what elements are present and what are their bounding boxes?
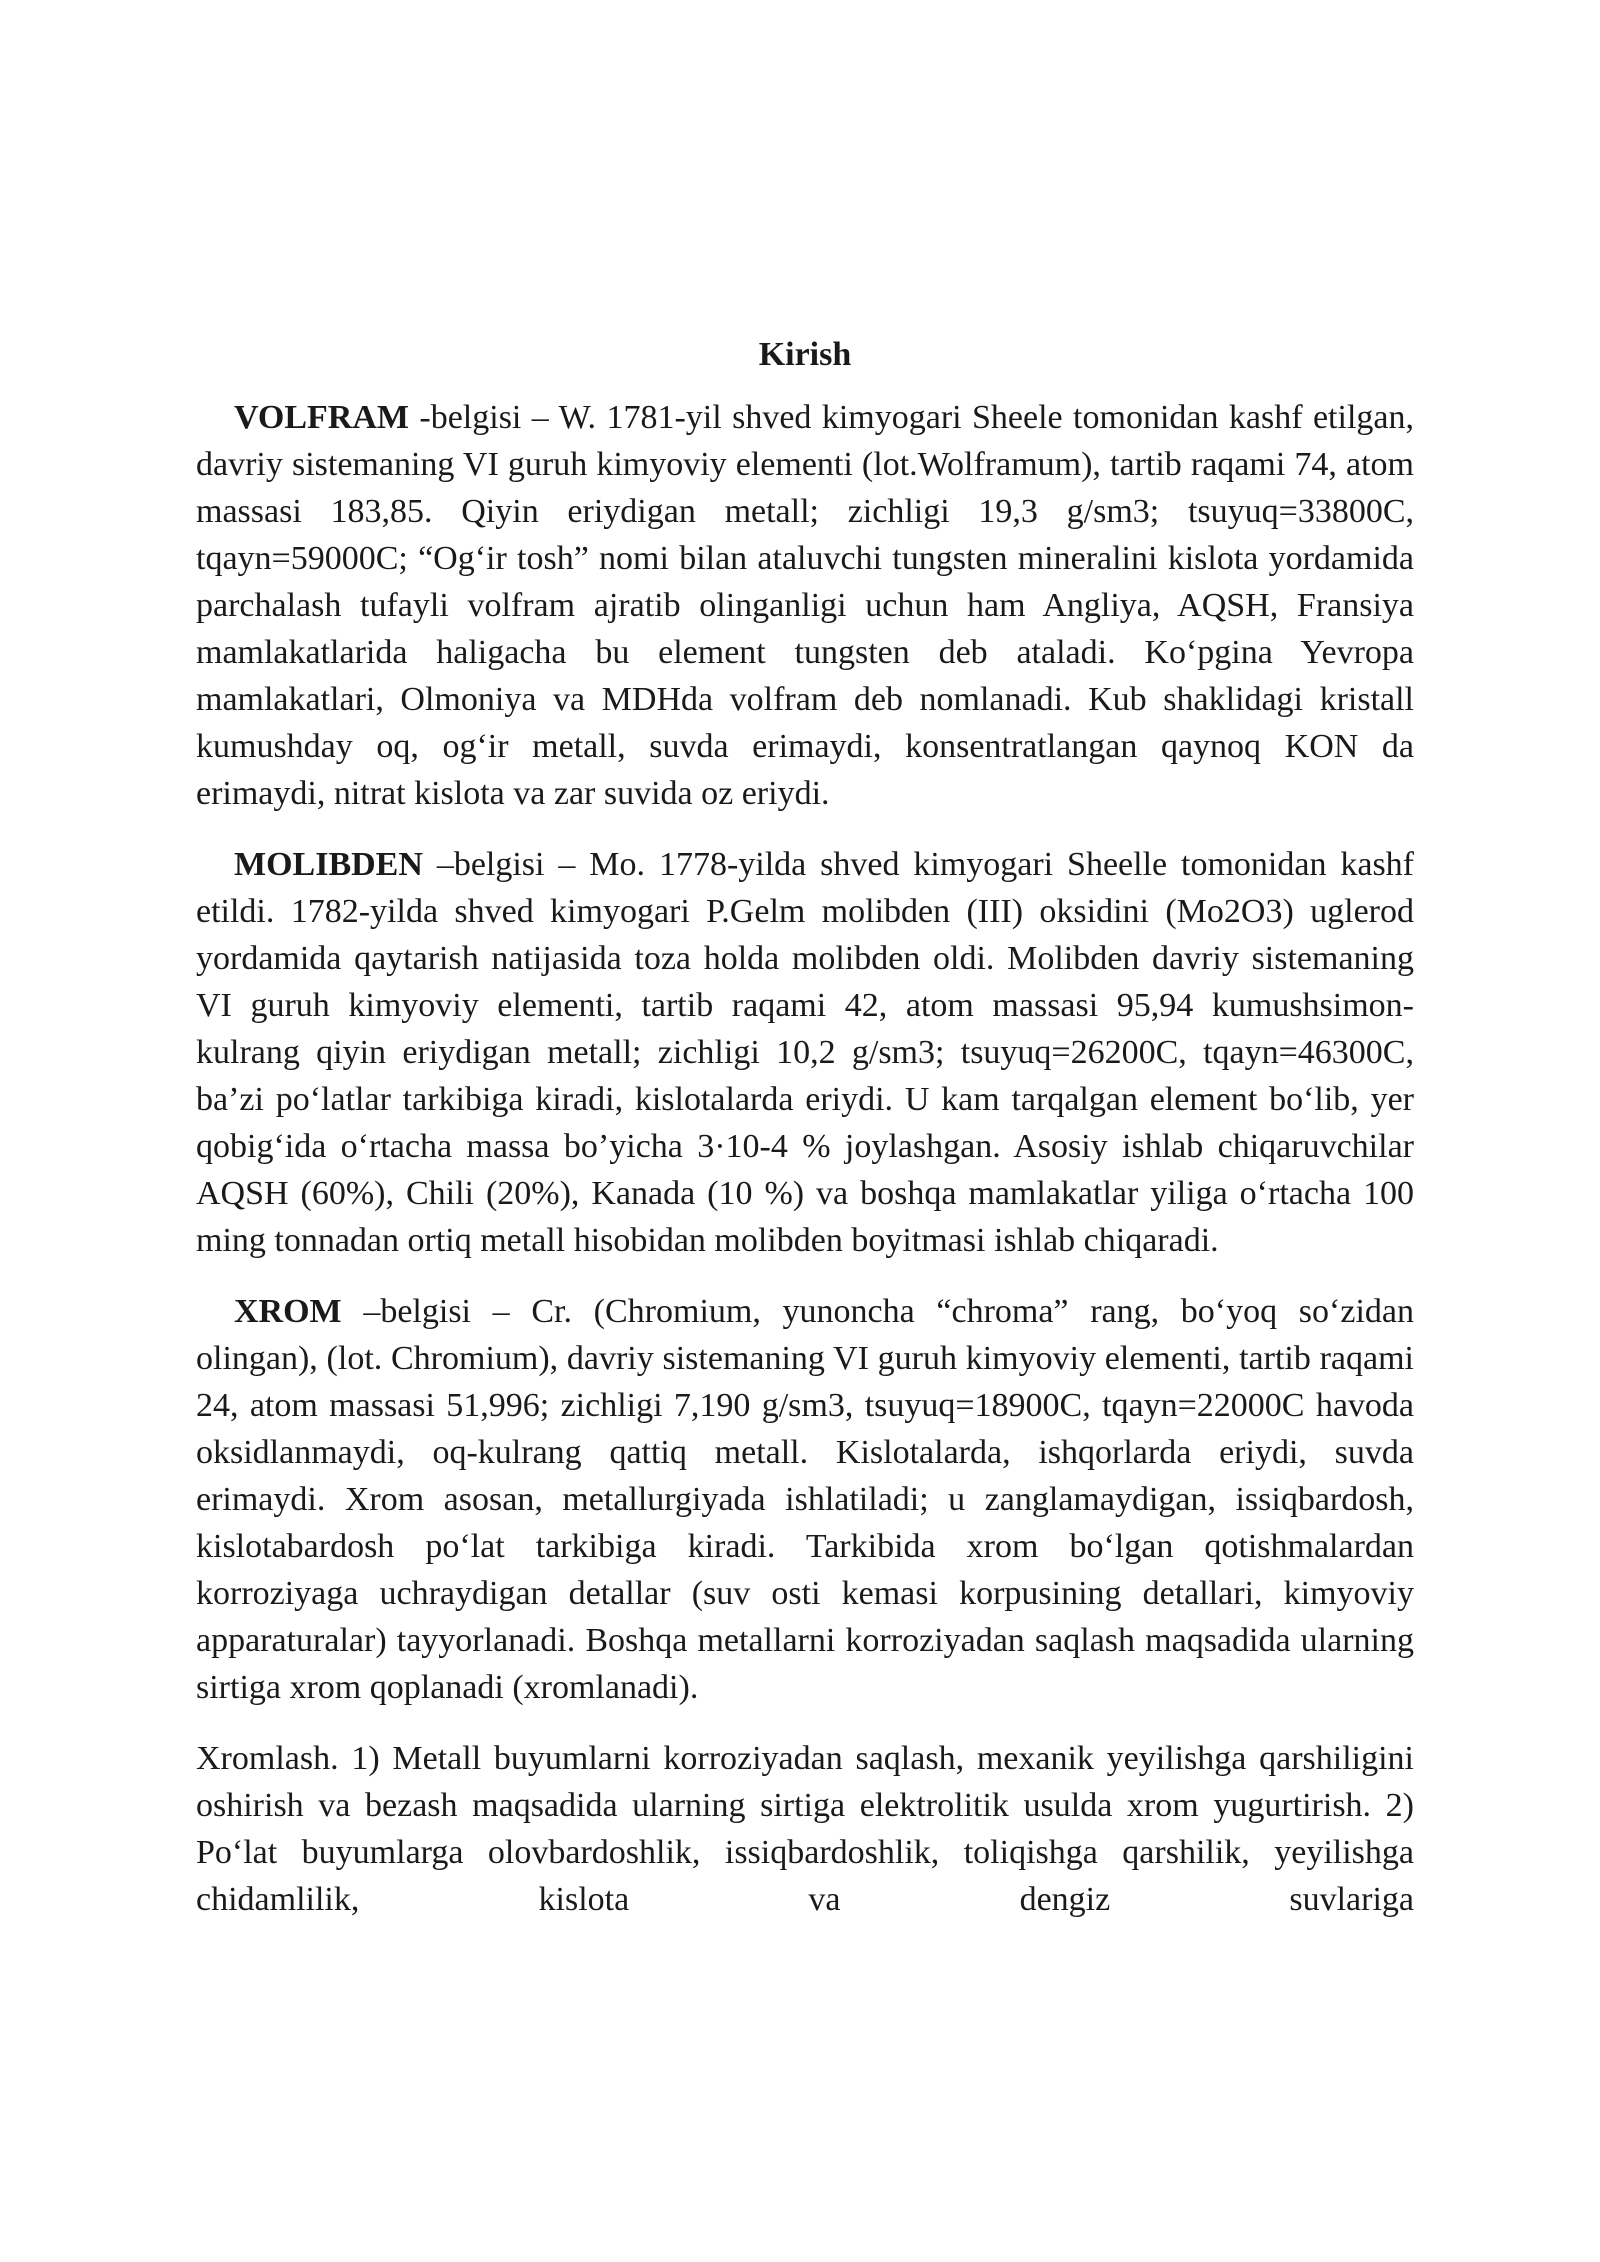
paragraph-molibden (196, 841, 1414, 1264)
paragraph-volfram (196, 394, 1414, 817)
paragraph-molibden-text: –belgisi – Mo. 1778-yilda shved kimyogari Sheelle tomonidan kashf etildi. 1782-yilda shved kimyogari P.Gelm molibden (III) oksidini (Mo2O3) uglerod yordamida qaytarish natijasida toza holda molibden oldi. Molibden davriy sistemaning VI guruh kimyoviy elementi, tartib raqami 42, atom massasi 95,94 kumushsimon-kulrang qiyin eriydigan metall; zichligi 10,2 g/sm3; tsuyuq=26200C, tqayn=46300C, ba’zi po‘latlar tarkibiga kiradi, kislotalarda eriydi. U kam tarqalgan element bo‘lib, yer qobig‘ida o‘rtacha massa bo’yicha 3·10-4 % joylashgan. Asosiy ishlab chiqaruvchilar AQSH (60%), Chili (20%), Kanada (10 %) va boshqa mamlakatlar yiliga o‘rtacha 100 ming tonnadan ortiq metall hisobidan molibden boyitmasi ishlab chiqaradi. (196, 846, 1414, 1259)
paragraph-xromlash (196, 1735, 1414, 1923)
paragraph-xrom-text: –belgisi – Cr. (Chromium, yunoncha “chroma” rang, bo‘yoq so‘zidan olingan), (lot. Chromium), davriy sistemaning VI guruh kimyoviy elementi, tartib raqami 24, atom massasi 51,996; zichligi 7,190 g/sm3, tsuyuq=18900C, tqayn=22000C havoda oksidlanmaydi, oq-kulrang qattiq metall. Kislotalarda, ishqorlarda eriydi, suvda erimaydi. Xrom asosan, metallurgiyada ishlatiladi; u zanglamaydigan, issiqbardosh, kislotabardosh po‘lat tarkibiga kiradi. Tarkibida xrom bo‘lgan qotishmalardan korroziyaga uchraydigan detallar (suv osti kemasi korpusining detallari, kimyoviy apparaturalar) tayyorlanadi. Boshqa metallarni korroziyadan saqlash maqsadida ularning sirtiga xrom qoplanadi (xromlanadi). (196, 1293, 1414, 1706)
paragraph-volfram-text: -belgisi – W. 1781-yil shved kimyogari Sheele tomonidan kashf etilgan, davriy sistemaning VI guruh kimyoviy elementi (lot.Wolframum), tartib raqami 74, atom massasi 183,85. Qiyin eriydigan metall; zichligi 19,3 g/sm3; tsuyuq=33800C, tqayn=59000C; “Og‘ir tosh” nomi bilan ataluvchi tungsten mineralini kislota yordamida parchalash tufayli volfram ajratib olinganligi uchun ham Angliya, AQSH, Fransiya mamlakatlarida haligacha bu element tungsten deb ataladi. Ko‘pgina Yevropa mamlakatlari, Olmoniya va MDHda volfram deb nomlanadi. Kub shaklidagi kristall kumushday oq, og‘ir metall, suvda erimaydi, konsentratlangan qaynoq KON da erimaydi, nitrat kislota va zar suvida oz eriydi. (196, 399, 1414, 812)
paragraph-xromlash-text: Xromlash. 1) Metall buyumlarni korroziyadan saqlash, mexanik yeyilishga qarshiligini oshirish va bezash maqsadida ularning sirtiga elektrolitik usulda xrom yugurtirish. 2) Po‘lat buyumlarga olovbardoshlik, issiqbardoshlik, toliqishga qarshilik, yeyilishga chidamlilik, kislota va dengiz suvlariga (196, 1740, 1414, 1918)
term-molibden: MOLIBDEN (234, 846, 423, 883)
paragraph-xrom (196, 1288, 1414, 1711)
document-page (196, 330, 1414, 1947)
term-volfram: VOLFRAM (234, 399, 409, 436)
term-xrom: XROM (234, 1293, 342, 1330)
page-title: Kirish (758, 336, 852, 373)
